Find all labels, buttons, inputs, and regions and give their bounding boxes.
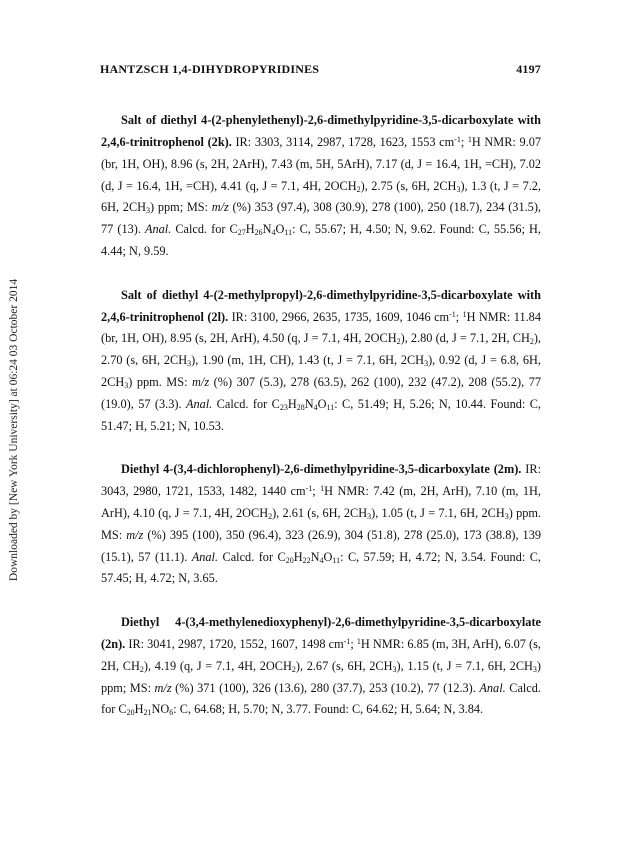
running-header <box>100 62 541 77</box>
compound-entry-2k: Salt of diethyl 4-(2-phenylethenyl)-2,6-dimethylpyridine-3,5-dicarboxylate with 2,4,6-trinitrophenol (2k). IR: 3303, 3114, 2987, 1728, 1623, 1553 $cm^{-1}$; $^1$H NMR: 9.07 (br, 1H, OH), 8.96 (s, 2H, 2ArH), 7.43 (m, 5H, 5ArH), 7.17 (d, J = 16.4, 1H, =CH), 7.02 (d, J = 16.4, 1H, =CH), 4.41 (q, J = 7.1, 4H, $2OCH_2$), 2.75 (s, 6H, $2CH_3$), 1.3 (t, J = 7.2, 6H, $2CH_3$) ppm; MS: m/z (%) 353 (97.4), 308 (30.9), 278 (100), 250 (18.7), 234 (31.5), 77 (13). Anal. Calcd. for $C_{27}H_{26}N_4O_{11}$: C, 55.67; H, 4.50; N, 9.62. Found: C, 55.56; H, 4.44; N, 9.59. <box>101 113 542 259</box>
page-number: 4197 <box>516 62 541 76</box>
compound-title: Salt of diethyl 4-(2-phenylethenyl)-2,6-dimethylpyridine-3,5-dicarboxylate with 2,4,6-trinitrophenol (2k). <box>101 113 541 150</box>
download-note-text: Downloaded by [New York University] at 06:24 03 October 2014 <box>8 278 20 582</box>
compound-entry-2n: Diethyl 4-(3,4-methylenedioxyphenyl)-2,6-dimethylpyridine-3,5-dicarboxylate (2n). IR: 3041, 2987, 1720, 1552, 1607, 1498 $cm^{-1}$; $^1$H NMR: 6.85 (m, 3H, ArH), 6.07 (s, 2H, $CH_2$), 4.19 (q, J = 7.1, 4H, $2OCH_2$), 2.67 (s, 6H, $2CH_3$), 1.15 (t, J = 7.1, 6H, $2CH_3$) ppm; MS: m/z (%) 371 (100), 326 (13.6), 280 (37.7), 253 (10.2), 77 (12.3). Anal. Calcd. for $C_{20}H_{21}NO_6$: C, 64.68; H, 5.70; N, 3.77. Found: C, 64.62; H, 5.64; N, 3.84. <box>101 615 542 718</box>
compound-entry-2m: Diethyl 4-(3,4-dichlorophenyl)-2,6-dimethylpyridine-3,5-dicarboxylate (2m). IR: 3043, 2980, 1721, 1533, 1482, 1440 $cm^{-1}$; $^1$H NMR: 7.42 (m, 2H, ArH), 7.10 (m, 1H, ArH), 4.10 (q, J = 7.1, 4H, $2OCH_2$), 2.61 (s, 6H, $2CH_3$), 1.05 (t, J = 7.1, 6H, $2CH_3$) ppm. MS: m/z (%) 395 (100), 350 (96.4), 323 (26.9), 304 (51.8), 278 (25.0), 173 (38.8), 139 (15.1), 57 (11.1). Anal. Calcd. for $C_{20}H_{22}N_4O_{11}$: C, 57.59; H, 4.72; N, 3.54. Found: C, 57.45; H, 4.72; N, 3.65. <box>101 462 542 586</box>
running-title: HANTZSCH 1,4-DIHYDROPYRIDINES <box>100 62 320 76</box>
compound-title: Diethyl 4-(3,4-methylenedioxyphenyl)-2,6-dimethylpyridine-3,5-dicarboxylate (2n). <box>101 615 541 652</box>
compound-title: Salt of diethyl 4-(2-methylpropyl)-2,6-dimethylpyridine-3,5-dicarboxylate with 2,4,6-trinitrophenol (2l). <box>101 287 541 324</box>
compound-entry-2l: Salt of diethyl 4-(2-methylpropyl)-2,6-dimethylpyridine-3,5-dicarboxylate with 2,4,6-trinitrophenol (2l). IR: 3100, 2966, 2635, 1735, 1609, 1046 $cm^{-1}$; $^1$H NMR: 11.84 (br, 1H, OH), 8.95 (s, 2H, ArH), 4.50 (q, J = 7.1, 4H, $2OCH_2$), 2.80 (d, J = 7.1, 2H, $CH_2$), 2.70 (s, 6H, $2CH_3$), 1.90 (m, 1H, CH), 1.43 (t, J = 7.1, 6H, $2CH_3$), 0.92 (d, J = 6.8, 6H, $2CH_3$) ppm. MS: m/z (%) 307 (5.3), 278 (63.5), 262 (100), 232 (47.2), 208 (55.2), 77 (19.0), 57 (3.3). Anal. Calcd. for $C_{23}H_{28}N_4O_{11}$: C, 51.49; H, 5.26; N, 10.44. Found: C, 51.47; H, 5.21; N, 10.53. <box>101 287 541 433</box>
article-body <box>101 98 541 743</box>
compound-title: Diethyl 4-(3,4-dichlorophenyl)-2,6-dimethylpyridine-3,5-dicarboxylate (2m). <box>121 462 522 477</box>
